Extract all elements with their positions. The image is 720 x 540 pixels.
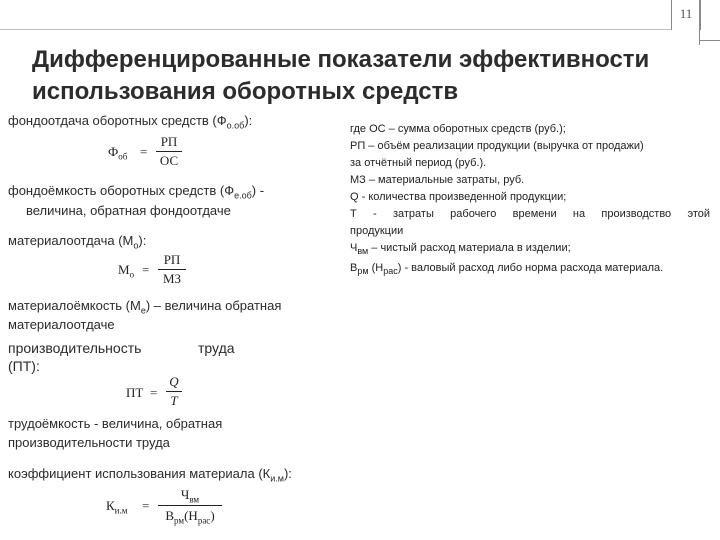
def-t-2: продукции	[350, 225, 404, 237]
def-chvm-text: – чистый расход материала в изделии;	[368, 242, 571, 254]
formula-materialootdacha	[112, 250, 192, 290]
def-vrm-sub: рм	[357, 266, 369, 277]
formula-lhs	[118, 262, 134, 280]
f4-num-sub: вм	[189, 494, 200, 505]
formula-lhs	[108, 144, 127, 162]
formula-lhs	[106, 498, 127, 516]
def-os: где ОС – сумма оборотных средств (руб.);	[350, 123, 566, 135]
truda-label: труда	[198, 340, 235, 356]
f4-numerator	[158, 487, 222, 505]
equals-sign: =	[150, 385, 158, 400]
f2-numerator: РП	[163, 252, 181, 267]
materialoemkost-text: материалоёмкость (М	[8, 298, 141, 313]
def-t: Т - затраты рабочего времени на производство этой	[350, 208, 710, 220]
header-line	[0, 29, 700, 30]
equals-sign: =	[142, 262, 150, 277]
materialootdacha-sub: о	[133, 240, 139, 251]
fraction	[158, 250, 186, 290]
f4-lhs: К	[106, 498, 115, 513]
def-nras-symbol: (Н	[368, 262, 384, 275]
def-nras-sub: рас	[383, 266, 398, 277]
trudoemkost-line1: трудоёмкость - величина, обратная	[8, 416, 223, 431]
f2-lhs-sub: о	[129, 269, 135, 280]
f1-numerator: РП	[160, 134, 178, 149]
f3-lhs: ПТ	[126, 385, 144, 400]
f1-lhs-sub: об	[118, 151, 128, 162]
fraction	[156, 132, 182, 172]
fraction-bar	[156, 151, 182, 152]
f4-num-main: Ч	[180, 487, 190, 502]
fondoemkost-end: ) -	[251, 183, 265, 198]
right-border-line	[699, 0, 700, 45]
fraction	[166, 372, 182, 412]
fondoemkost-sub: е.об	[234, 190, 252, 201]
slide-number: 11	[679, 6, 693, 21]
formula-productivity	[120, 372, 190, 412]
formula-fondootdacha	[100, 132, 190, 172]
fraction-bar	[166, 391, 182, 392]
trudoemkost-line2: производительности труда	[8, 435, 170, 450]
koef-sub: и.м	[270, 473, 284, 484]
def-vrm-symbol: В	[350, 262, 358, 275]
fondootdacha-end: ):	[244, 113, 253, 128]
fondootdacha-text: фондоотдача оборотных средств (Ф	[8, 113, 227, 128]
def-vrm-text: ) - валовый расход либо норма расхода материала.	[397, 262, 664, 275]
fondoemkost-text: фондоёмкость оборотных средств (Ф	[8, 183, 235, 198]
formula-material-coefficient	[106, 484, 226, 530]
fraction	[158, 484, 222, 530]
fraction-bar	[158, 269, 186, 270]
def-chvm-symbol: Ч	[350, 242, 358, 254]
legend-definitions	[350, 121, 710, 280]
def-chvm-sub: вм	[357, 246, 369, 257]
f3-numerator: Q	[169, 374, 179, 389]
def-vrm	[350, 260, 710, 280]
def-q: Q - количества произведенной продукции;	[350, 191, 567, 203]
materialoemkost-end: ) – величина обратная	[145, 298, 282, 313]
slide-header-bar	[0, 0, 720, 30]
f1-lhs: Ф	[108, 144, 119, 159]
f4-denominator: $В_{рм}(Н_{рас})$	[165, 508, 215, 526]
f4-den-a-sub: рм	[174, 515, 185, 526]
pt-label: (ПТ):	[8, 358, 40, 374]
f4-lhs-sub: и.м	[114, 505, 128, 516]
def-chvm	[350, 240, 710, 260]
koef-text: коэффициент использования материала (К	[8, 466, 271, 481]
materialootdacha-text: материалоотдача (М	[8, 233, 134, 248]
equals-sign: =	[140, 144, 148, 159]
proizvoditelnost-label: производительность	[8, 340, 142, 356]
materialootdacha-end: ):	[138, 233, 147, 248]
materialoemkost-line2: материалоотдаче	[8, 317, 115, 332]
slide-title: Дифференцированные показатели эффективности использования оборотных средств	[32, 46, 650, 105]
koef-end: ):	[283, 466, 292, 481]
f4-den-b-sub: рас	[197, 515, 211, 526]
f1-denominator: ОС	[159, 153, 179, 168]
f4-den-a: В	[165, 508, 175, 523]
equals-sign: =	[142, 498, 150, 513]
f4-den-b: Н	[188, 508, 198, 523]
materialoemkost-sub: е	[140, 305, 146, 316]
fraction-bar	[158, 505, 222, 506]
corner-tick	[700, 40, 720, 41]
f3-denominator: T	[170, 393, 178, 408]
f2-denominator: МЗ	[162, 271, 182, 286]
fondootdacha-sub: о.об	[226, 120, 245, 131]
def-mz: МЗ – материальные затраты, руб.	[350, 174, 525, 186]
fondoemkost-line2: величина, обратная фондоотдаче	[26, 203, 231, 218]
def-rp: РП – объём реализации продукции (выручка от продажи)	[350, 140, 644, 152]
def-rp-2: за отчётный период (руб.).	[350, 157, 487, 169]
f2-lhs: М	[118, 262, 130, 277]
